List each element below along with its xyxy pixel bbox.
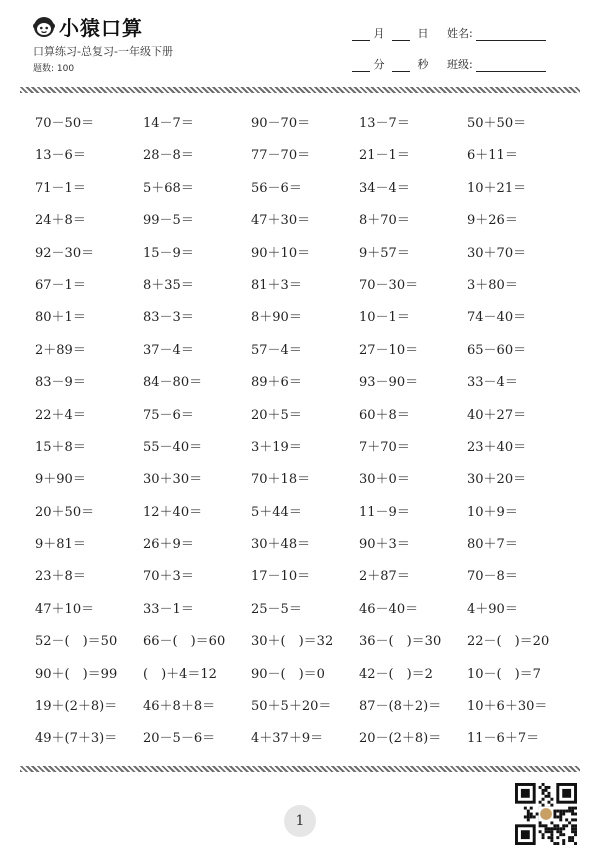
problem-row bbox=[35, 662, 580, 694]
problem-row bbox=[35, 564, 580, 596]
problem-item: 37－4＝ bbox=[143, 342, 194, 358]
day-blank[interactable] bbox=[392, 28, 410, 41]
problem-item: 93－90＝ bbox=[359, 375, 419, 391]
problem-item: 57－4＝ bbox=[251, 342, 302, 358]
problem-item: 47＋10＝ bbox=[35, 601, 95, 617]
second-label: 秒 bbox=[417, 58, 429, 71]
problem-item: 23＋40＝ bbox=[467, 439, 527, 455]
problem-item: 13－6＝ bbox=[35, 148, 86, 164]
problem-row bbox=[35, 597, 580, 629]
problem-item: 2＋89＝ bbox=[35, 342, 86, 358]
problem-item: 3＋80＝ bbox=[467, 277, 518, 293]
problem-item: 11－6＋7＝ bbox=[467, 731, 540, 747]
problem-item: 67－1＝ bbox=[35, 277, 86, 293]
problem-item: 15＋8＝ bbox=[35, 439, 86, 455]
problem-item: 42－( )＝2 bbox=[359, 666, 433, 682]
problem-row bbox=[35, 435, 580, 467]
problem-item: 46＋8＋8＝ bbox=[143, 699, 216, 715]
problem-row bbox=[35, 403, 580, 435]
date-field bbox=[352, 25, 429, 41]
problem-item: 47＋30＝ bbox=[251, 213, 311, 229]
problem-row bbox=[35, 338, 580, 370]
problem-row bbox=[35, 111, 580, 143]
problem-item: 7＋70＝ bbox=[359, 439, 410, 455]
problem-item: 5＋68＝ bbox=[143, 180, 194, 196]
problem-item: 10＋9＝ bbox=[467, 504, 518, 520]
problem-item: 4＋90＝ bbox=[467, 601, 518, 617]
problem-item: 10－1＝ bbox=[359, 310, 410, 326]
problem-row bbox=[35, 532, 580, 564]
problem-item: 14－7＝ bbox=[143, 116, 194, 131]
problem-item: 21－1＝ bbox=[359, 148, 410, 164]
problem-item: 99－5＝ bbox=[143, 213, 194, 229]
problem-item: 70－50＝ bbox=[35, 116, 95, 131]
problem-row bbox=[35, 629, 580, 661]
problem-item: 92－30＝ bbox=[35, 245, 95, 261]
problem-grid bbox=[35, 111, 580, 759]
problem-item: 8＋35＝ bbox=[143, 277, 194, 293]
problem-item: 71－1＝ bbox=[35, 180, 86, 196]
page-number: 1 bbox=[284, 805, 316, 837]
problem-item: 90＋( )＝99 bbox=[35, 666, 118, 682]
brand-logo bbox=[33, 12, 143, 41]
problem-item: 30＋0＝ bbox=[359, 472, 410, 488]
name-blank[interactable] bbox=[476, 28, 546, 41]
time-field bbox=[352, 56, 429, 72]
problem-item: ( )＋4＝12 bbox=[143, 666, 217, 682]
minute-blank[interactable] bbox=[352, 59, 370, 72]
class-blank[interactable] bbox=[476, 59, 546, 72]
problem-item: 13－7＝ bbox=[359, 116, 410, 131]
class-field bbox=[447, 56, 546, 72]
problem-item: 3＋19＝ bbox=[251, 439, 302, 455]
problem-item: 20＋5＝ bbox=[251, 407, 302, 423]
day-label: 日 bbox=[417, 27, 429, 40]
problem-item: 66－( )＝60 bbox=[143, 634, 226, 650]
problem-row bbox=[35, 467, 580, 499]
problem-item: 24＋8＝ bbox=[35, 213, 86, 229]
problem-item: 30＋20＝ bbox=[467, 472, 527, 488]
problem-row bbox=[35, 370, 580, 402]
problem-item: 84－80＝ bbox=[143, 375, 203, 391]
problem-item: 15－9＝ bbox=[143, 245, 194, 261]
problem-item: 49＋(7＋3)＝ bbox=[35, 731, 118, 747]
worksheet-subtitle: 口算练习-总复习-一年级下册 bbox=[33, 45, 173, 58]
name-label: 姓名: bbox=[447, 27, 473, 40]
problem-item: 30＋30＝ bbox=[143, 472, 203, 488]
problem-item: 9＋57＝ bbox=[359, 245, 410, 261]
problem-item: 30＋48＝ bbox=[251, 537, 311, 553]
qr-code-icon bbox=[515, 783, 577, 845]
problem-item: 22－( )＝20 bbox=[467, 634, 550, 650]
problem-item: 70－8＝ bbox=[467, 569, 518, 585]
problem-item: 60＋8＝ bbox=[359, 407, 410, 423]
brand-name: 小猿口算 bbox=[59, 16, 143, 40]
month-blank[interactable] bbox=[352, 28, 370, 41]
problem-item: 4＋37＋9＝ bbox=[251, 731, 324, 747]
problem-item: 30＋( )＝32 bbox=[251, 634, 334, 650]
problem-item: 50＋50＝ bbox=[467, 116, 527, 131]
problem-item: 25－5＝ bbox=[251, 601, 302, 617]
problem-item: 10＋21＝ bbox=[467, 180, 527, 196]
problem-item: 83－9＝ bbox=[35, 375, 86, 391]
problem-count: 题数: 100 bbox=[33, 64, 75, 74]
problem-item: 89＋6＝ bbox=[251, 375, 302, 391]
problem-item: 9＋26＝ bbox=[467, 213, 518, 229]
problem-item: 83－3＝ bbox=[143, 310, 194, 326]
problem-item: 52－( )＝50 bbox=[35, 634, 118, 650]
worksheet-header bbox=[0, 0, 600, 90]
problem-item: 10－( )＝7 bbox=[467, 666, 541, 682]
class-label: 班级: bbox=[447, 58, 473, 71]
problem-item: 36－( )＝30 bbox=[359, 634, 442, 650]
problem-item: 9＋90＝ bbox=[35, 472, 86, 488]
problem-row bbox=[35, 694, 580, 726]
problem-item: 33－1＝ bbox=[143, 601, 194, 617]
problem-item: 33－4＝ bbox=[467, 375, 518, 391]
problem-row bbox=[35, 143, 580, 175]
problem-item: 34－4＝ bbox=[359, 180, 410, 196]
problem-item: 90＋3＝ bbox=[359, 537, 410, 553]
problem-item: 19＋(2＋8)＝ bbox=[35, 699, 118, 715]
problem-item: 87－(8＋2)＝ bbox=[359, 699, 442, 715]
problem-item: 20－5－6＝ bbox=[143, 731, 216, 747]
problem-item: 40＋27＝ bbox=[467, 407, 527, 423]
problem-item: 20－(2＋8)＝ bbox=[359, 731, 442, 747]
problem-item: 70－30＝ bbox=[359, 277, 419, 293]
problem-item: 65－60＝ bbox=[467, 342, 527, 358]
problem-item: 55－40＝ bbox=[143, 439, 203, 455]
problem-item: 80＋7＝ bbox=[467, 537, 518, 553]
problem-item: 74－40＝ bbox=[467, 310, 527, 326]
problem-item: 8＋90＝ bbox=[251, 310, 302, 326]
problem-item: 22＋4＝ bbox=[35, 407, 86, 423]
problem-item: 6＋11＝ bbox=[467, 148, 518, 164]
problem-row bbox=[35, 241, 580, 273]
problem-row bbox=[35, 726, 580, 758]
problem-item: 46－40＝ bbox=[359, 601, 419, 617]
problem-item: 50＋5＋20＝ bbox=[251, 699, 332, 715]
problem-item: 90－70＝ bbox=[251, 116, 311, 131]
problem-item: 26＋9＝ bbox=[143, 537, 194, 553]
problem-item: 30＋70＝ bbox=[467, 245, 527, 261]
problem-item: 77－70＝ bbox=[251, 148, 311, 164]
problem-item: 90＋10＝ bbox=[251, 245, 311, 261]
problem-item: 12＋40＝ bbox=[143, 504, 203, 520]
problem-item: 80＋1＝ bbox=[35, 310, 86, 326]
problem-item: 2＋87＝ bbox=[359, 569, 410, 585]
problem-item: 75－6＝ bbox=[143, 407, 194, 423]
problem-item: 81＋3＝ bbox=[251, 277, 302, 293]
problem-item: 90－( )＝0 bbox=[251, 666, 325, 682]
problem-item: 70＋18＝ bbox=[251, 472, 311, 488]
problem-row bbox=[35, 273, 580, 305]
problem-item: 70＋3＝ bbox=[143, 569, 194, 585]
problem-item: 8＋70＝ bbox=[359, 213, 410, 229]
minute-label: 分 bbox=[373, 58, 385, 71]
problem-item: 56－6＝ bbox=[251, 180, 302, 196]
problem-item: 10＋6＋30＝ bbox=[467, 699, 548, 715]
problem-row bbox=[35, 500, 580, 532]
month-label: 月 bbox=[373, 27, 385, 40]
problem-item: 9＋81＝ bbox=[35, 537, 86, 553]
top-divider bbox=[20, 87, 580, 93]
problem-item: 27－10＝ bbox=[359, 342, 419, 358]
problem-item: 17－10＝ bbox=[251, 569, 311, 585]
problem-item: 11－9＝ bbox=[359, 504, 410, 520]
second-blank[interactable] bbox=[392, 59, 410, 72]
problem-item: 28－8＝ bbox=[143, 148, 194, 164]
bottom-divider bbox=[20, 766, 580, 772]
problem-item: 23＋8＝ bbox=[35, 569, 86, 585]
monkey-face-icon bbox=[33, 16, 55, 38]
name-field bbox=[447, 25, 546, 41]
problem-row bbox=[35, 208, 580, 240]
problem-item: 20＋50＝ bbox=[35, 504, 95, 520]
problem-row bbox=[35, 305, 580, 337]
problem-row bbox=[35, 176, 580, 208]
problem-item: 5＋44＝ bbox=[251, 504, 302, 520]
